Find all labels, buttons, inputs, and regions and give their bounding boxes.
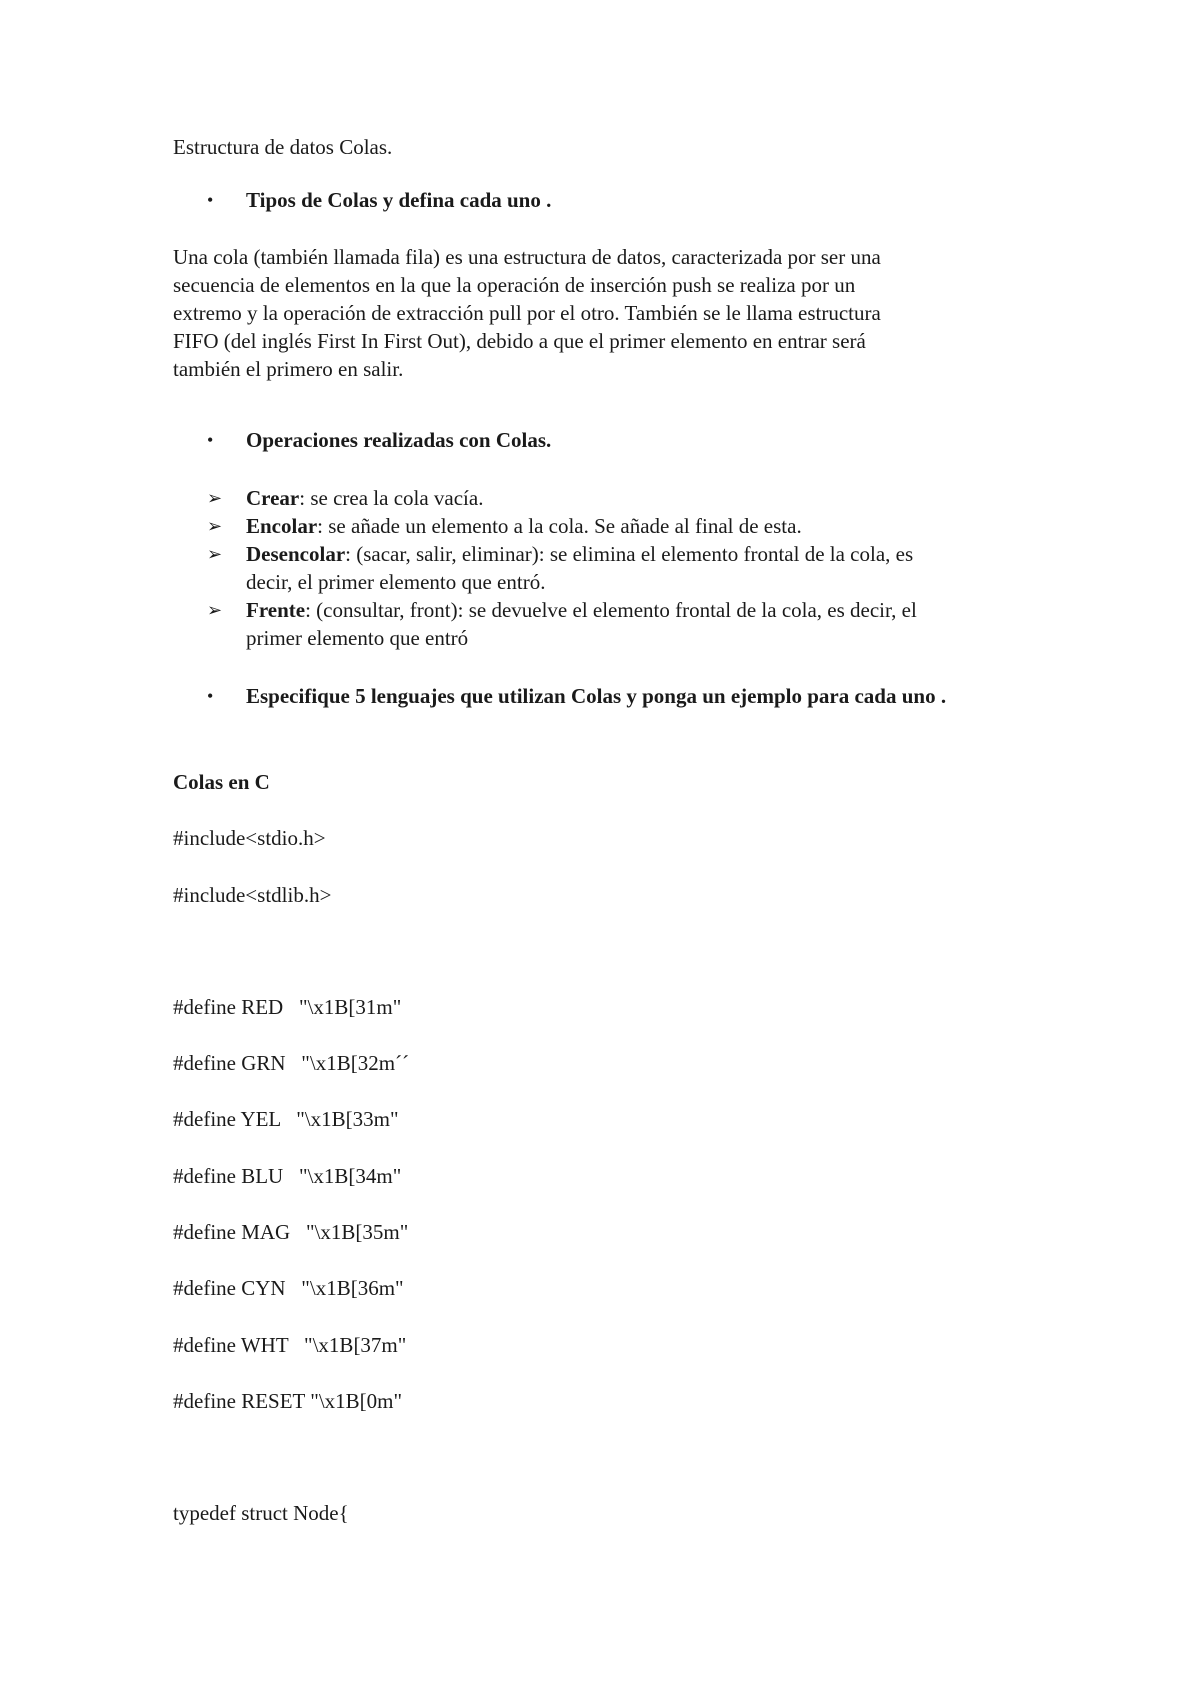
code-line: #include<stdlib.h>	[173, 883, 332, 907]
operation-item-crear	[246, 484, 1046, 512]
operation-item-encolar	[246, 512, 1046, 540]
code-line: #define RED "\x1B[31m"	[173, 995, 402, 1019]
operation-desc: : (consultar, front): se devuelve el elemento frontal de la cola, es decir, el	[305, 598, 917, 622]
arrow-bullet-icon: ➢	[207, 544, 223, 564]
operation-term: Encolar	[246, 514, 318, 538]
paragraph-definition	[173, 243, 1053, 383]
code-line: #define BLU "\x1B[34m"	[173, 1164, 402, 1188]
operation-desc-continued: primer elemento que entró	[246, 626, 469, 650]
paragraph-line: extremo y la operación de extracción pull por el otro. También se le llama estructura	[173, 301, 881, 325]
arrow-bullet-icon: ➢	[207, 516, 223, 536]
code-line: typedef struct Node{	[173, 1501, 349, 1525]
arrow-bullet-icon: ➢	[207, 600, 223, 620]
operation-item-desencolar	[246, 540, 1046, 596]
arrow-bullet-icon: ➢	[207, 488, 223, 508]
code-line: #define YEL "\x1B[33m"	[173, 1107, 399, 1131]
bullet-icon: •	[207, 686, 214, 706]
code-line: #define CYN "\x1B[36m"	[173, 1276, 404, 1300]
code-line: #define RESET "\x1B[0m"	[173, 1389, 403, 1413]
bullet-heading-tipos: Tipos de Colas y defina cada uno .	[246, 188, 552, 212]
paragraph-line: FIFO (del inglés First In First Out), debido a que el primer elemento en entrar será	[173, 329, 866, 353]
bullet-heading-operaciones: Operaciones realizadas con Colas.	[246, 428, 552, 452]
paragraph-line: también el primero en salir.	[173, 357, 404, 381]
code-line: #define WHT "\x1B[37m"	[173, 1333, 407, 1357]
operation-term: Frente	[246, 598, 306, 622]
section-heading: Colas en C	[173, 770, 270, 794]
code-line: #include<stdio.h>	[173, 826, 326, 850]
bullet-icon: •	[207, 190, 214, 210]
operation-term: Crear	[246, 486, 300, 510]
bullet-icon: •	[207, 430, 214, 450]
paragraph-line: Una cola (también llamada fila) es una estructura de datos, caracterizada por ser una	[173, 245, 881, 269]
operation-desc-continued: decir, el primer elemento que entró.	[246, 570, 546, 594]
operation-item-frente	[246, 596, 1046, 652]
operation-term: Desencolar	[246, 542, 346, 566]
operation-desc: : (sacar, salir, eliminar): se elimina el elemento frontal de la cola, es	[345, 542, 914, 566]
code-line: #define MAG "\x1B[35m"	[173, 1220, 409, 1244]
operation-desc: : se añade un elemento a la cola. Se añade al final de esta.	[317, 514, 802, 538]
code-line: #define GRN "\x1B[32m´´	[173, 1051, 410, 1075]
document-title: Estructura de datos Colas.	[173, 135, 393, 159]
bullet-heading-lenguajes: Especifique 5 lenguajes que utilizan Colas y ponga un ejemplo para cada uno .	[246, 684, 947, 708]
operation-desc: : se crea la cola vacía.	[299, 486, 484, 510]
paragraph-line: secuencia de elementos en la que la operación de inserción push se realiza por un	[173, 273, 856, 297]
